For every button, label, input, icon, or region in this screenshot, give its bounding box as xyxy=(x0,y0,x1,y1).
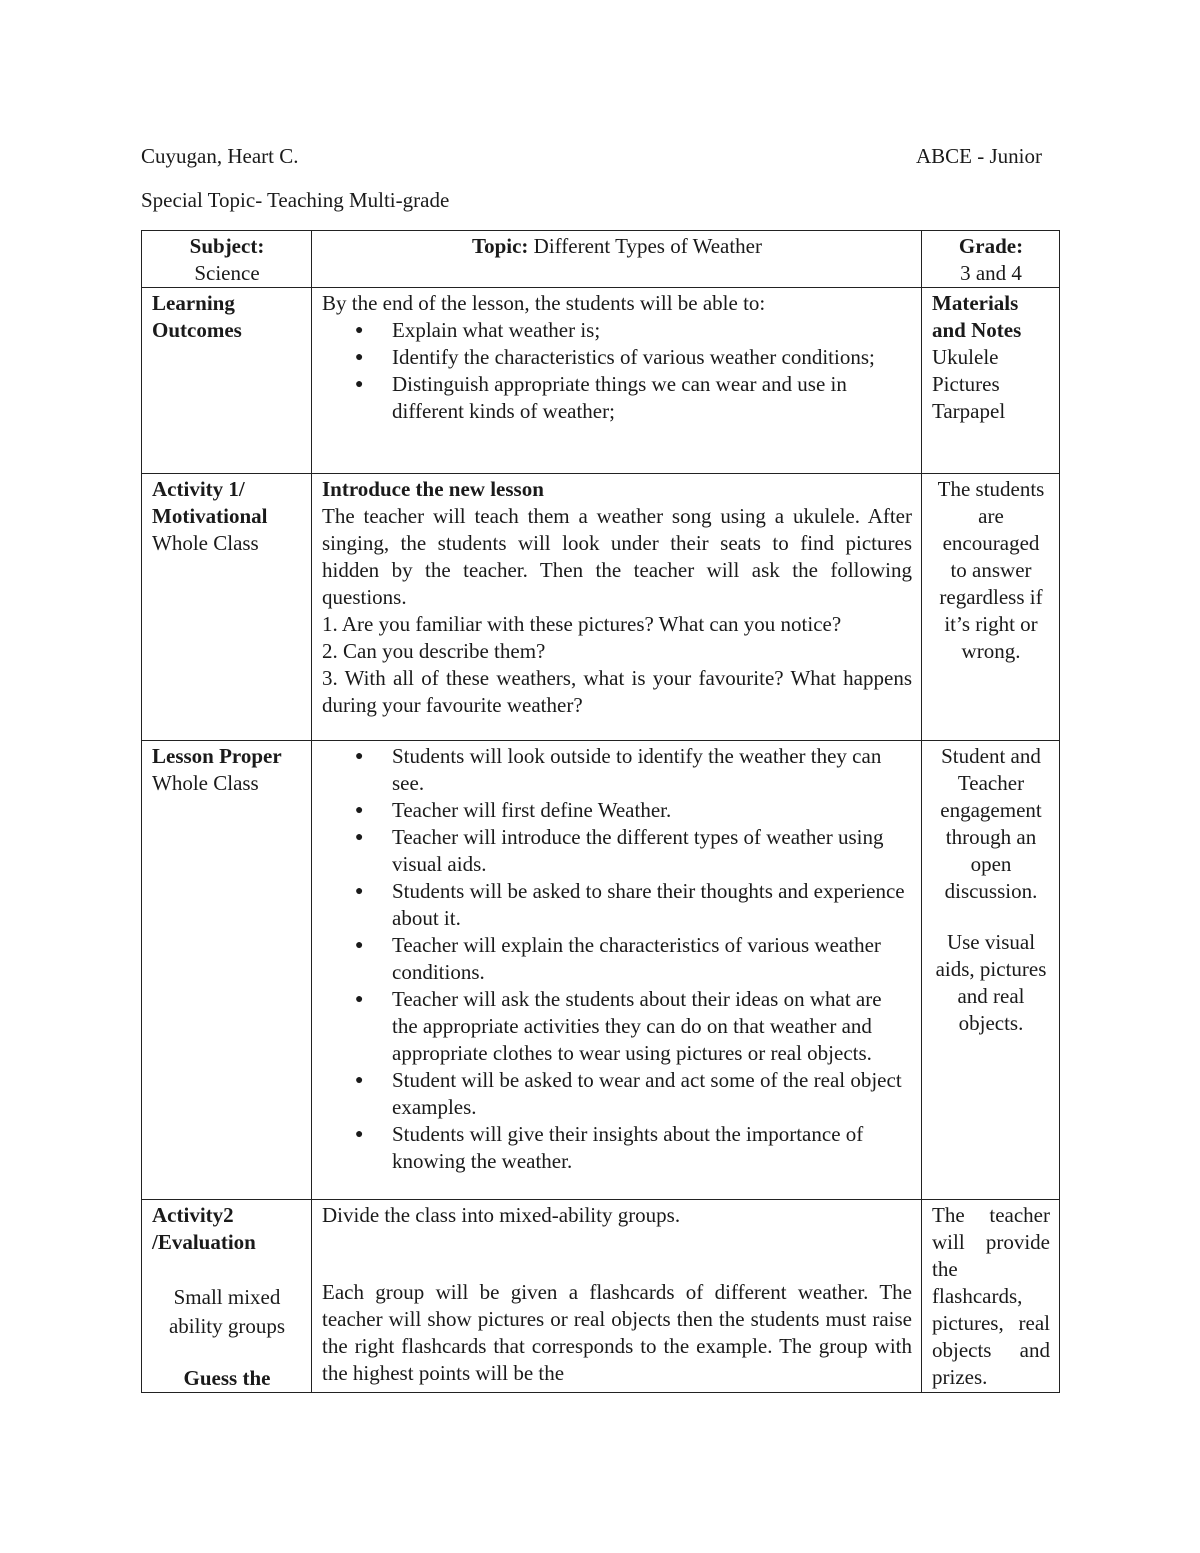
activity1-label-2: Motivational xyxy=(152,504,268,528)
material-item: Tarpapel xyxy=(932,399,1006,423)
lesson-proper-label: Lesson Proper xyxy=(152,744,282,768)
grade-label: Grade: xyxy=(958,234,1024,258)
list-item: ● Students will give their insights about the importance of knowing the weather. xyxy=(392,1121,912,1175)
table-header-row xyxy=(142,231,1060,288)
activity2-label-cell xyxy=(142,1200,312,1393)
course-name: ABCE - Junior xyxy=(916,144,1042,168)
material-item: Ukulele xyxy=(932,345,999,369)
list-item: ● Explain what weather is; xyxy=(392,317,912,344)
activity2-body-1: Divide the class into mixed-ability groups. xyxy=(322,1203,681,1227)
list-item: ● Teacher will first define Weather. xyxy=(392,797,912,824)
lesson-proper-notes-1: Student and Teacher engagement through an open discussion. xyxy=(940,744,1042,903)
lesson-proper-grouping: Whole Class xyxy=(152,771,259,795)
topic-value: Different Types of Weather xyxy=(528,234,763,258)
activity1-label-1: Activity 1/ xyxy=(152,477,245,501)
activity1-content-cell xyxy=(312,474,922,741)
special-topic: Special Topic- Teaching Multi-grade xyxy=(141,188,450,212)
learning-outcomes-row xyxy=(142,288,1060,474)
topic-cell xyxy=(312,231,922,288)
activity2-grouping: Small mixed ability groups xyxy=(168,1285,286,1338)
activity2-content-cell xyxy=(312,1200,922,1393)
materials-label-1: Materials xyxy=(932,291,1019,315)
lesson-proper-list xyxy=(322,743,912,1175)
activity1-heading: Introduce the new lesson xyxy=(322,477,544,501)
list-item: ● Student will be asked to wear and act some of the real object examples. xyxy=(392,1067,912,1121)
activity2-label-2: /Evaluation xyxy=(152,1230,256,1254)
activity1-row xyxy=(142,474,1060,741)
activity1-body: The teacher will teach them a weather song using a ukulele. After singing, the students will look under their seats to find pictures hidden by the teacher. Then the teacher will ask the following questions. xyxy=(322,504,912,609)
activity1-question: 1. Are you familiar with these pictures? What can you notice? xyxy=(322,612,842,636)
list-item: ● Teacher will explain the characteristics of various weather conditions. xyxy=(392,932,912,986)
materials-label-2: and Notes xyxy=(932,318,1022,342)
learning-outcomes-label-2: Outcomes xyxy=(152,318,242,342)
grade-cell xyxy=(922,231,1060,288)
activity1-label-cell xyxy=(142,474,312,741)
activity1-notes-cell xyxy=(922,474,1060,741)
list-item: ● Students will be asked to share their thoughts and experience about it. xyxy=(392,878,912,932)
learning-outcomes-label-1: Learning xyxy=(152,291,235,315)
label-spacer xyxy=(152,1256,302,1283)
topic-label: Topic: xyxy=(471,234,529,258)
activity2-row xyxy=(142,1200,1060,1393)
lesson-proper-content-cell xyxy=(312,741,922,1200)
lesson-proper-label-cell xyxy=(142,741,312,1200)
lesson-proper-notes-2: Use visual aids, pictures and real objects. xyxy=(935,930,1047,1035)
list-item: ● Teacher will introduce the different types of weather using visual aids. xyxy=(392,824,912,878)
subject-value: Science xyxy=(194,261,260,285)
notes-spacer xyxy=(932,905,1050,929)
activity1-notes: The students are encouraged to answer regardless if it’s right or wrong. xyxy=(937,477,1045,663)
activity1-question: 2. Can you describe them? xyxy=(322,639,546,663)
label-spacer xyxy=(152,1341,302,1365)
learning-outcomes-list xyxy=(322,317,912,425)
list-item: ● Identify the characteristics of various weather conditions; xyxy=(392,344,912,371)
activity2-notes-cell xyxy=(922,1200,1060,1393)
grade-value: 3 and 4 xyxy=(960,261,1022,285)
list-item: ● Teacher will ask the students about their ideas on what are the appropriate activities they can do on that weather and appropriate clothes to wear using pictures or real objects. xyxy=(392,986,912,1067)
body-spacer xyxy=(322,1229,912,1279)
subject-cell xyxy=(142,231,312,288)
activity2-label-1: Activity2 xyxy=(152,1203,234,1227)
learning-outcomes-label-cell xyxy=(142,288,312,474)
lesson-proper-notes-cell xyxy=(922,741,1060,1200)
activity1-grouping: Whole Class xyxy=(152,531,259,555)
materials-cell xyxy=(922,288,1060,474)
lesson-plan-table xyxy=(141,230,1060,1393)
list-item: ● Students will look outside to identify the weather they can see. xyxy=(392,743,912,797)
material-item: Pictures xyxy=(932,372,1000,396)
subject-label: Subject: xyxy=(189,234,265,258)
activity1-question: 3. With all of these weathers, what is your favourite? What happens during your favourite weather? xyxy=(322,666,912,717)
activity2-notes: The teacher will provide the flashcards, pictures, real objects and prizes. xyxy=(932,1203,1050,1389)
header-line xyxy=(141,143,1042,170)
lesson-proper-row xyxy=(142,741,1060,1200)
author-name: Cuyugan, Heart C. xyxy=(141,144,299,168)
list-item: ● Distinguish appropriate things we can wear and use in different kinds of weather; xyxy=(392,371,912,425)
learning-outcomes-intro: By the end of the lesson, the students will be able to: xyxy=(322,291,766,315)
activity2-body-2: Each group will be given a flashcards of different weather. The teacher will show pictures or real objects then the students must raise the right flashcards that corresponds to the example. The group with the highest points will be the xyxy=(322,1280,912,1385)
activity2-game-title: Guess the xyxy=(183,1366,271,1390)
learning-outcomes-content-cell xyxy=(312,288,922,474)
